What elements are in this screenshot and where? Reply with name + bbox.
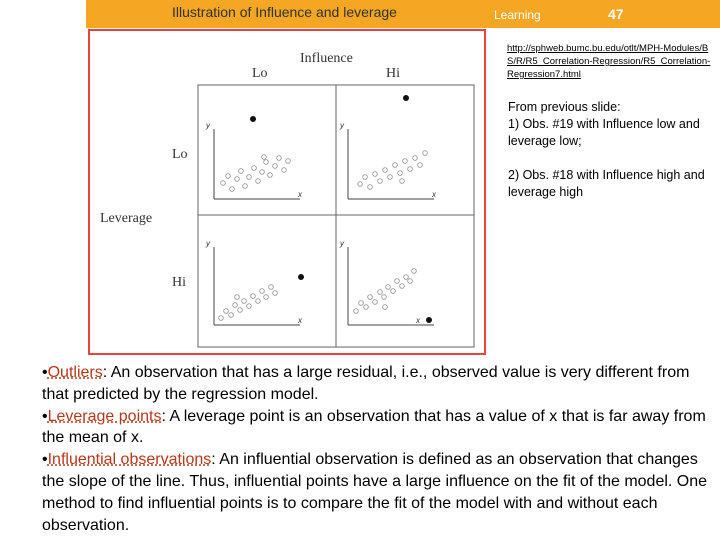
- data-points: [358, 151, 428, 190]
- source-link[interactable]: http://sphweb.bumc.bu.edu/otlt/MPH-Modules/BS/R/R5_Correlation-Regression/R5_Correlation-Regression7.html: [507, 43, 711, 80]
- header-tag: Learning: [494, 8, 541, 22]
- y-axis-label: y: [206, 121, 210, 130]
- term-influential-observations: Influential observations: [47, 451, 212, 469]
- leverage-label: Leverage: [100, 211, 153, 226]
- list-item-influential-observations: [42, 449, 710, 536]
- term-leverage-points: Leverage points: [47, 407, 162, 425]
- panel-lo-hi: [205, 239, 304, 325]
- influential-point: [403, 95, 409, 101]
- definition-outliers: : An observation that has a large residual, i.e., observed value is very different from that predicted by the regression model.: [42, 364, 690, 403]
- slide-title: Illustration of Influence and leverage: [172, 4, 397, 20]
- influential-point: [250, 116, 256, 122]
- x-axis-label: x: [298, 190, 302, 199]
- x-axis-label: x: [416, 316, 420, 325]
- y-axis-label: y: [206, 239, 210, 248]
- data-points: [354, 269, 417, 314]
- page-number: 47: [608, 6, 624, 22]
- panel-hi-hi: [339, 239, 434, 325]
- x-axis-label: x: [298, 316, 302, 325]
- influence-hi-label: Hi: [386, 66, 400, 81]
- definition-leverage-points: : A leverage point is an observation that has a value of x that is far away from the mean of x.: [42, 407, 706, 447]
- data-points: [221, 155, 291, 192]
- influence-label: Influence: [300, 51, 353, 66]
- bullet-marker: •: [42, 407, 48, 425]
- note-line-1: From previous slide:: [508, 100, 621, 114]
- leverage-hi-label: Hi: [172, 275, 186, 290]
- x-axis-label: x: [432, 190, 436, 199]
- note-line-2: 1) Obs. #19 with Influence low and leverage low;: [508, 117, 700, 148]
- list-item-leverage-points: [42, 406, 710, 450]
- influential-point: [298, 274, 304, 280]
- influence-lo-label: Lo: [252, 66, 268, 81]
- y-axis-label: y: [340, 239, 344, 248]
- panel-hi-lo: [339, 95, 437, 199]
- list-item-outliers: [42, 362, 710, 406]
- data-points: [219, 285, 278, 321]
- bullet-marker: •: [42, 451, 48, 469]
- y-axis-label: y: [340, 121, 344, 130]
- definition-influential-observations: : An influential observation is defined as an observation that changes the slope of the line. Thus, influential points have a large influence on the fit of the model. One method to find influential points is to compare the fit of the model with and without each observation.: [42, 451, 708, 534]
- figure-grid: [90, 31, 486, 355]
- leverage-lo-label: Lo: [172, 147, 188, 162]
- note-line-3: 2) Obs. #18 with Influence high and leverage high: [508, 168, 705, 199]
- bullet-marker: •: [42, 364, 48, 381]
- influence-leverage-figure: [88, 29, 486, 355]
- header-left-blank: [0, 0, 86, 28]
- influential-point: [426, 317, 432, 323]
- panel-lo-lo: [205, 116, 303, 199]
- definitions-list: [42, 362, 710, 536]
- term-outliers: Outliers: [47, 364, 103, 381]
